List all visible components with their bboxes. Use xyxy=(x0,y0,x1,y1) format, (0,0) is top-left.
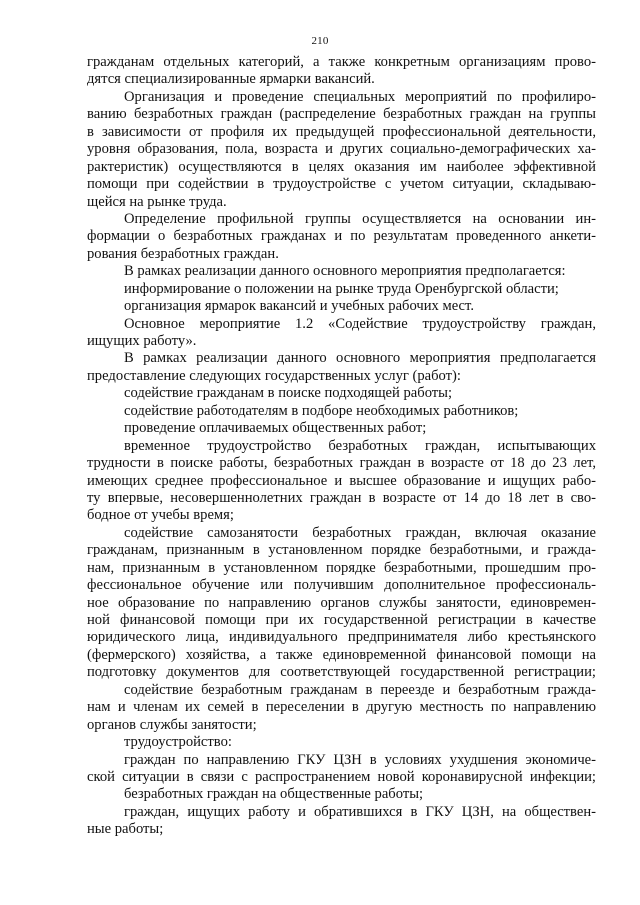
text-line: безработных граждан на общественные работы; xyxy=(124,786,424,803)
text-line: органов службы занятости; xyxy=(87,716,257,733)
text-line: В рамках реализации данного основного мероприятия предполагается xyxy=(124,350,596,367)
text-line: помощи при содействии в трудоустройстве с учетом ситуации, складываю- xyxy=(87,176,596,193)
text-line: содействие самозанятости безработных граждан, включая оказание xyxy=(124,524,596,541)
text-line: информирование о положении на рынке труда Оренбургской области; xyxy=(124,280,559,297)
text-line: фессиональное обучение или получившим дополнительное профессиональ- xyxy=(87,577,596,594)
text-line: содействие безработным гражданам в переезде и безработным гражда- xyxy=(124,681,596,698)
text-line: имеющих среднее профессиональное и высшее образование и ищущих рабо- xyxy=(87,472,596,489)
text-line: щейся на рынке труда. xyxy=(87,193,227,210)
text-line: гражданам, признанным в установленном порядке безработными, и гражда- xyxy=(87,542,596,559)
text-line: Организация и проведение специальных мероприятий по профилиро- xyxy=(124,88,596,105)
text-line: временное трудоустройство безработных граждан, испытывающих xyxy=(124,437,596,454)
text-line: трудоустройство: xyxy=(124,734,232,751)
text-line: уровня образования, пола, возраста и других социально-демографических ха- xyxy=(87,141,596,158)
text-line: рования безработных граждан. xyxy=(87,245,279,262)
text-line: ванию безработных граждан (распределение безработных граждан на группы xyxy=(87,106,596,123)
text-line: нам и членам их семей в переселении в другую местность по направлению xyxy=(87,699,596,716)
text-line: ные работы; xyxy=(87,821,164,838)
text-line: проведение оплачиваемых общественных работ; xyxy=(124,420,427,437)
text-line: рактеристик) осуществляются в целях оказания им наиболее эффективной xyxy=(87,158,596,175)
text-line: (фермерского) хозяйства, а также единовременной финансовой помощи на xyxy=(87,646,596,663)
text-line: в зависимости от профиля их предыдущей профессиональной деятельности, xyxy=(87,123,596,140)
text-line: ищущих работу». xyxy=(87,333,197,349)
text-line: дятся специализированные ярмарки вакансий. xyxy=(87,71,375,88)
text-line: ской ситуации в связи с распространением новой коронавирусной инфекции; xyxy=(87,768,596,785)
text-line: содействие гражданам в поиске подходящей работы; xyxy=(124,385,453,402)
text-line: граждан по направлению ГКУ ЦЗН в условиях ухудшения экономиче- xyxy=(124,751,596,768)
body-text xyxy=(87,54,596,839)
text-line: трудности в поиске работы, безработных граждан в возрасте от 18 до 23 лет, xyxy=(87,455,596,472)
text-line: Определение профильной группы осуществляется на основании ин- xyxy=(124,210,596,227)
text-line: бодное от учебы время; xyxy=(87,507,234,524)
text-line: организация ярмарок вакансий и учебных рабочих мест. xyxy=(124,298,474,315)
text-line: нам, признанным в установленном порядке безработными, прошедшим про- xyxy=(87,559,596,576)
text-line: юридического лица, индивидуального предпринимателя либо крестьянского xyxy=(87,629,596,646)
page-number: 210 xyxy=(311,35,329,47)
text-line: Основное мероприятие 1.2 «Содействие трудоустройству граждан, xyxy=(124,315,596,332)
text-line: гражданам отдельных категорий, а также конкретным организациям прово- xyxy=(87,54,596,70)
text-line: граждан, ищущих работу и обратившихся в ГКУ ЦЗН, на обществен- xyxy=(124,803,596,820)
text-line: В рамках реализации данного основного мероприятия предполагается: xyxy=(124,263,566,280)
text-line: ту впервые, несовершеннолетних граждан в возрасте от 14 до 18 лет в сво- xyxy=(87,489,596,506)
text-line: формации о безработных гражданах и по результатам проведенного анкети- xyxy=(87,228,596,245)
text-line: ной финансовой помощи при их государственной регистрации в качестве xyxy=(87,612,596,628)
text-line: предоставление следующих государственных услуг (работ): xyxy=(87,367,461,384)
text-line: подготовку документов для соответствующей государственной регистрации; xyxy=(87,664,596,681)
text-line: содействие работодателям в подборе необходимых работников; xyxy=(124,402,519,419)
text-line: ное образование по направлению органов службы занятости, единовремен- xyxy=(87,594,596,611)
